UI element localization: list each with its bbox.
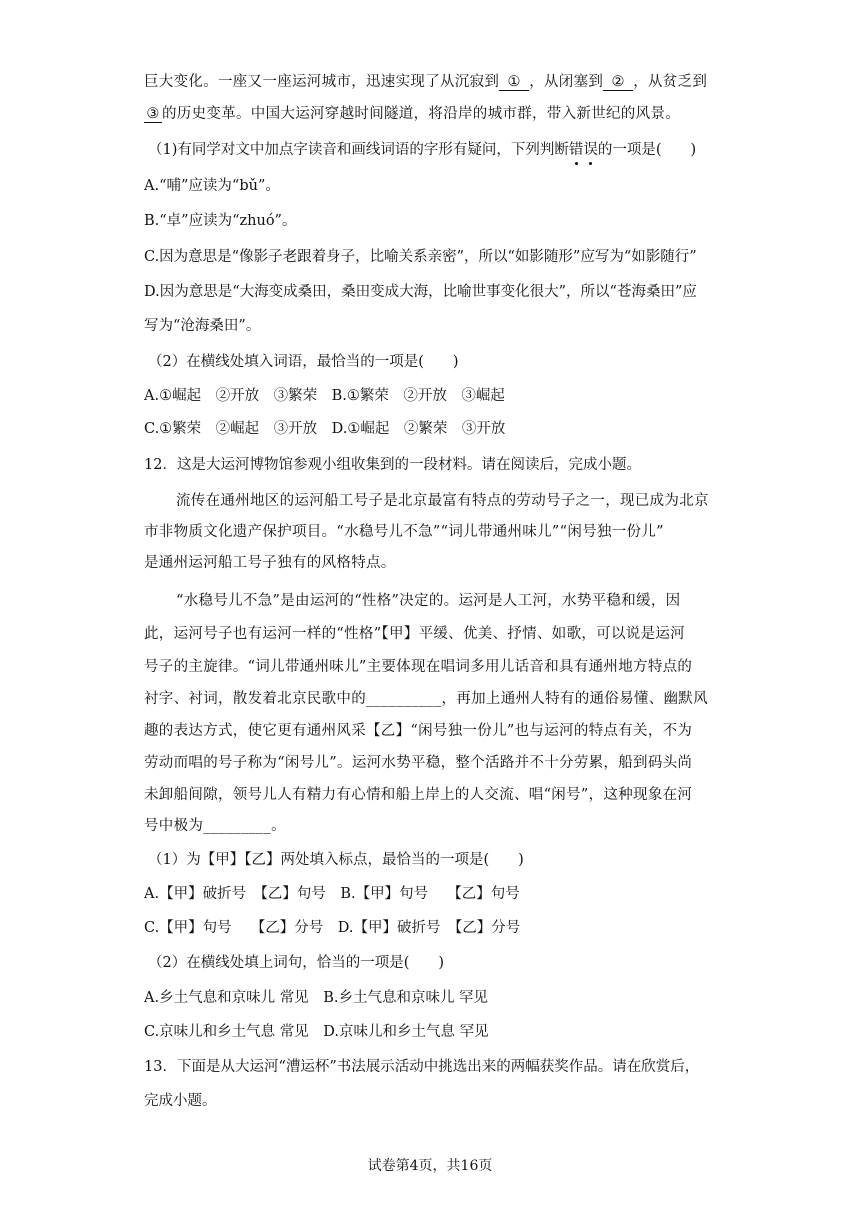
emphasis-dot-char: 误 — [583, 142, 598, 158]
q12-passage-p2-line1: “水稳号儿不急”是由运河的“性格”决定的。运河是人工河，水势平稳和缓，因 — [176, 593, 681, 609]
q11-option-b: B.“卓”应读为“zhuó”。 — [144, 213, 297, 229]
q12-passage-p2-line4: 衬字、衬词，散发着北京民歌中的__________，再加上通州人特有的通俗易懂、幽默风 — [144, 691, 708, 707]
q12-passage-p2-line3: 号子的主旋律。“词儿带通州味儿”主要体现在唱词多用儿话音和具有通州地方特点的 — [144, 659, 693, 675]
q11-option-d-line1: D.因为意思是“大海变成桑田，桑田变成大海，比喻世事变化很大”，所以“苍海桑田”应 — [144, 284, 697, 300]
passage-line-2: ③ 的历史变革。中国大运河穿越时间隧道，将沿岸的城市群，带入新世纪的风景。 — [144, 104, 680, 124]
q12-part2-options-line2: C.京味儿和乡土气息 常见 D.京味儿和乡土气息 罕见 — [144, 1024, 489, 1040]
q12-passage-p2-line8: 号中极为_________。 — [144, 818, 286, 834]
blank-3: ③ — [144, 106, 162, 123]
blank-2: ② — [603, 74, 633, 91]
q12-stem: 12．这是大运河博物馆参观小组收集到的一段材料。请在阅读后，完成小题。 — [144, 457, 641, 473]
q11-option-c: C.因为意思是“像影子老跟着身子，比喻关系亲密”，所以“如影随形”应写为“如影随行” — [144, 249, 697, 265]
q12-passage-p2-line6: 劳动而唱的号子称为“闲号儿”。运河水势平稳，整个活路并不十分劳累，船到码头尚 — [144, 755, 693, 771]
q12-passage-p1-line3: 是通州运河船工号子独有的风格特点。 — [144, 555, 396, 571]
q12-part1-options-line2: C.【甲】句号 【乙】分号 D.【甲】破折号 【乙】分号 — [144, 920, 521, 936]
q11-part2-stem: （2）在横线处填入词语，最恰当的一项是( ) — [148, 354, 459, 370]
q11-part2-options-line2: C.①繁荣 ②崛起 ③开放 D.①崛起 ②繁荣 ③开放 — [144, 421, 506, 437]
q12-passage-p2-line2: 此，运河号子也有运河一样的“性格”【甲】平缓、优美、抒情、如歌，可以说是运河 — [144, 626, 685, 642]
q12-part2-options-line1: A.乡土气息和京味儿 常见 B.乡土气息和京味儿 罕见 — [144, 990, 489, 1006]
q12-part1-options-line1: A.【甲】破折号 【乙】句号 B.【甲】句号 【乙】句号 — [144, 886, 520, 902]
page-footer: 试卷第4页，共16页 — [367, 1158, 493, 1174]
q11-part1-stem: （1)有同学对文中加点字读音和画线词语的字形有疑问，下列判断错误的一项是( ) — [148, 142, 697, 158]
q12-part2-stem: （2）在横线处填上词句，恰当的一项是( ) — [148, 955, 445, 971]
q12-passage-p1-line1: 流传在通州地区的运河船工号子是北京最富有特点的劳动号子之一，现已成为北京 — [176, 493, 709, 509]
q12-passage-p2-line5: 趣的表达方式，使它更有通州风采【乙】“闲号独一份儿”也与运河的特点有关，不为 — [144, 723, 693, 739]
q12-passage-p1-line2: 市非物质文化遗产保护项目。“水稳号儿不急”“词儿带通州味儿”“闲号独一份儿” — [144, 524, 664, 540]
q13-stem-line2: 完成小题。 — [144, 1093, 217, 1109]
q12-part1-stem: （1）为【甲】【乙】两处填入标点，最恰当的一项是( ) — [148, 852, 524, 868]
q12-passage-p2-line7: 未卸船间隙，领号儿人有精力有心情和船上岸上的人交流、唱“闲号”，这种现象在河 — [144, 787, 693, 803]
passage-line-1: 巨大变化。一座又一座运河城市，迅速实现了从沉寂到 ① ，从闭塞到 ② ，从贫乏到 — [144, 74, 708, 90]
q13-stem-line1: 13．下面是从大运河“漕运杯”书法展示活动中挑选出来的两幅获奖作品。请在欣赏后， — [144, 1059, 700, 1075]
q11-part2-options-line1: A.①崛起 ②开放 ③繁荣 B.①繁荣 ②开放 ③崛起 — [144, 388, 505, 404]
q11-option-d-line2: 写为“沧海桑田”。 — [144, 318, 261, 334]
emphasis-dot-char: 错 — [568, 142, 584, 158]
blank-1: ① — [499, 74, 529, 91]
q11-option-a: A.“哺”应读为“bǔ”。 — [144, 178, 280, 194]
